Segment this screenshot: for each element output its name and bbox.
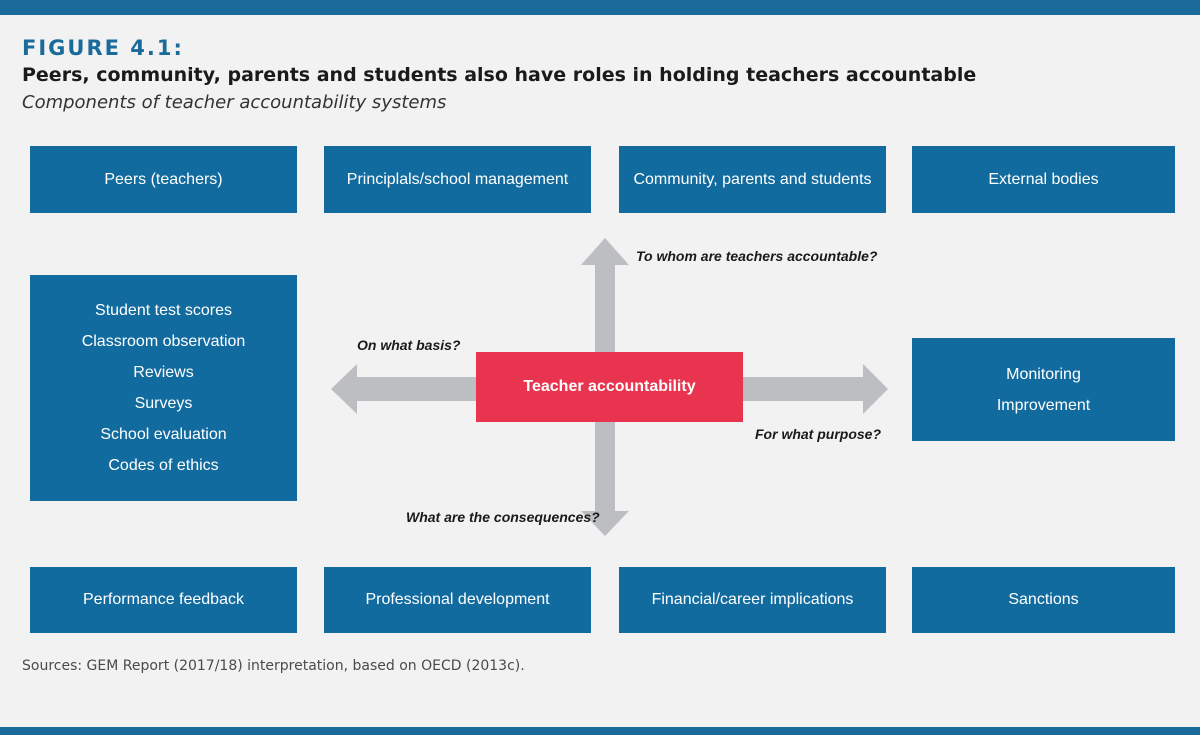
box-financial-career: Financial/career implications — [619, 567, 886, 633]
box-performance-feedback: Performance feedback — [30, 567, 297, 633]
basis-item: Reviews — [133, 364, 194, 381]
box-peers: Peers (teachers) — [30, 146, 297, 213]
basis-item: Surveys — [134, 395, 193, 412]
box-principals: Principlals/school management — [324, 146, 591, 213]
arrow-up — [581, 238, 629, 352]
purpose-item: Improvement — [996, 396, 1091, 414]
question-basis: On what basis? — [357, 337, 461, 353]
box-purpose-list — [912, 338, 1175, 441]
center-teacher-accountability: Teacher accountability — [476, 352, 743, 422]
box-sanctions: Sanctions — [912, 567, 1175, 633]
basis-item: School evaluation — [100, 426, 227, 443]
figure-label: FIGURE 4.1: — [22, 36, 184, 60]
question-consequences: What are the consequences? — [406, 509, 600, 525]
basis-item: Codes of ethics — [108, 457, 219, 474]
arrow-left — [331, 364, 476, 414]
figure-subtitle: Components of teacher accountability systems — [22, 92, 447, 113]
question-purpose: For what purpose? — [755, 426, 881, 442]
box-community: Community, parents and students — [619, 146, 886, 213]
source-note: Sources: GEM Report (2017/18) interpretation, based on OECD (2013c). — [22, 658, 525, 674]
purpose-item: Monitoring — [1006, 365, 1081, 383]
box-basis-list — [30, 275, 297, 501]
bottom-bar — [0, 727, 1200, 735]
figure-title: Peers, community, parents and students also have roles in holding teachers accountable — [22, 64, 977, 86]
basis-item: Student test scores — [95, 302, 232, 319]
box-external-bodies: External bodies — [912, 146, 1175, 213]
question-to-whom: To whom are teachers accountable? — [636, 248, 878, 264]
basis-item: Classroom observation — [81, 333, 246, 350]
arrow-right — [743, 364, 888, 414]
box-professional-development: Professional development — [324, 567, 591, 633]
